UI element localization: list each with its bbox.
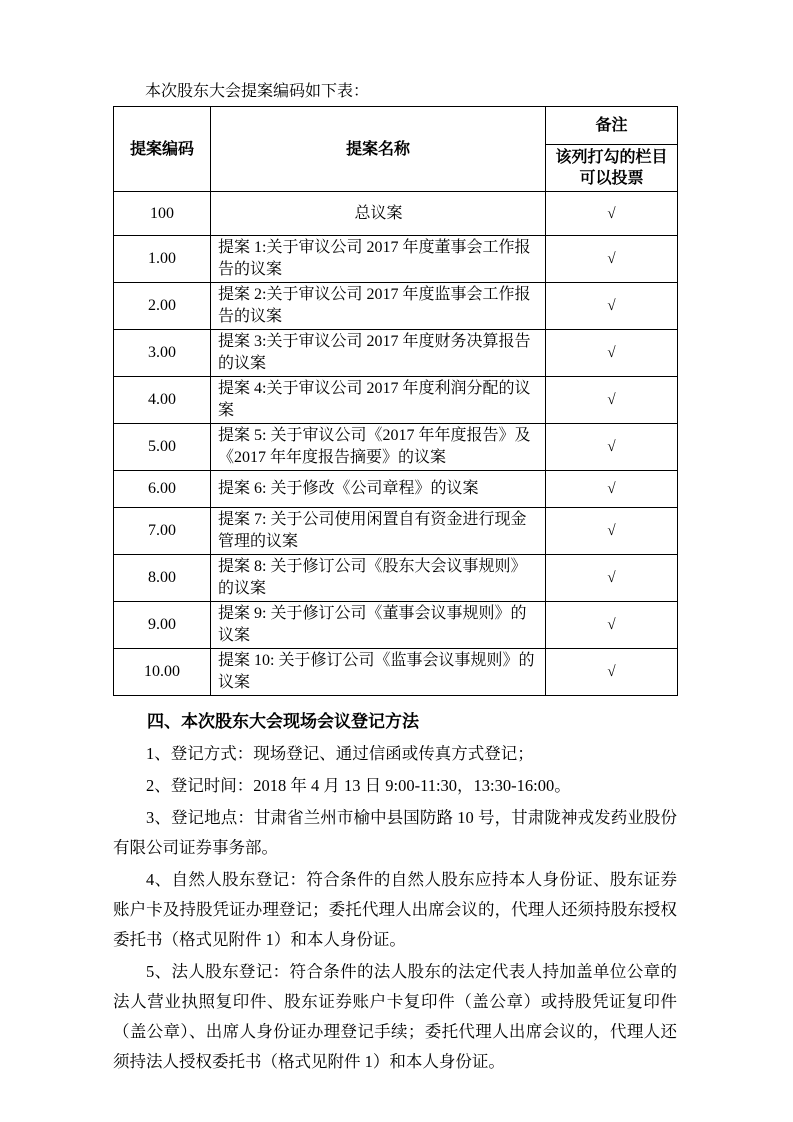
proposal-name-cell: 提案 9: 关于修订公司《董事会议事规则》的议案 (211, 602, 546, 649)
registration-place-paragraph: 3、登记地点：甘肃省兰州市榆中县国防路 10 号，甘肃陇神戎发药业股份有限公司证券事务部。 (113, 808, 677, 857)
table-row (114, 330, 678, 377)
section-heading: 四、本次股东大会现场会议登记方法 (147, 712, 419, 731)
table-row (114, 283, 678, 330)
vote-check-cell: √ (546, 508, 678, 555)
vote-check-cell: √ (546, 330, 678, 377)
header-proposal-name: 提案名称 (211, 107, 546, 192)
vote-check-cell: √ (546, 649, 678, 696)
table-row (114, 236, 678, 283)
proposal-code-cell: 1.00 (114, 236, 211, 283)
header-proposal-code: 提案编码 (114, 107, 211, 192)
vote-check-cell: √ (546, 424, 678, 471)
proposal-code-cell: 5.00 (114, 424, 211, 471)
vote-check-cell: √ (546, 377, 678, 424)
header-remark: 备注 (546, 107, 678, 145)
vote-check-cell: √ (546, 236, 678, 283)
table-row (114, 192, 678, 236)
natural-person-registration-paragraph: 4、自然人股东登记：符合条件的自然人股东应持本人身份证、股东证券账户卡及持股凭证办理登记；委托代理人出席会议的，代理人还须持股东授权委托书（格式见附件 1）和本人身份证。 (113, 870, 677, 949)
vote-check-cell: √ (546, 471, 678, 508)
table-row (114, 555, 678, 602)
vote-check-cell: √ (546, 192, 678, 236)
legal-person-registration-paragraph: 5、法人股东登记：符合条件的法人股东的法定代表人持加盖单位公章的法人营业执照复印件、股东证券账户卡复印件（盖公章）或持股凭证复印件（盖公章）、出席人身份证办理登记手续；委托代理人出席会议的，代理人还须持法人授权委托书（格式见附件 1）和本人身份证。 (113, 962, 677, 1071)
proposal-name-cell: 提案 8: 关于修订公司《股东大会议事规则》的议案 (211, 555, 546, 602)
table-row (114, 424, 678, 471)
table-row (114, 508, 678, 555)
proposal-name-cell: 提案 5: 关于审议公司《2017 年年度报告》及《2017 年年度报告摘要》的议案 (211, 424, 546, 471)
proposal-code-cell: 8.00 (114, 555, 211, 602)
proposal-code-cell: 4.00 (114, 377, 211, 424)
proposal-code-cell: 7.00 (114, 508, 211, 555)
proposal-code-cell: 100 (114, 192, 211, 236)
proposal-name-cell: 提案 3:关于审议公司 2017 年度财务决算报告的议案 (211, 330, 546, 377)
header-remark-note: 该列打勾的栏目可以投票 (546, 145, 678, 192)
table-row (114, 471, 678, 508)
table-row (114, 377, 678, 424)
proposal-name-cell: 总议案 (211, 192, 546, 236)
vote-check-cell: √ (546, 555, 678, 602)
proposal-code-cell: 6.00 (114, 471, 211, 508)
proposal-name-cell: 提案 4:关于审议公司 2017 年度利润分配的议案 (211, 377, 546, 424)
table-row (114, 602, 678, 649)
registration-time-paragraph: 2、登记时间：2018 年 4 月 13 日 9:00-11:30，13:30-16:00。 (146, 776, 571, 795)
proposal-code-cell: 2.00 (114, 283, 211, 330)
proposal-code-cell: 10.00 (114, 649, 211, 696)
proposal-name-cell: 提案 10: 关于修订公司《监事会议事规则》的议案 (211, 649, 546, 696)
vote-check-cell: √ (546, 602, 678, 649)
table-body (114, 192, 678, 696)
proposal-code-table (113, 106, 678, 696)
proposal-name-cell: 提案 6: 关于修改《公司章程》的议案 (211, 471, 546, 508)
proposal-code-cell: 3.00 (114, 330, 211, 377)
proposal-code-cell: 9.00 (114, 602, 211, 649)
proposal-name-cell: 提案 7: 关于公司使用闲置自有资金进行现金管理的议案 (211, 508, 546, 555)
table-row (114, 649, 678, 696)
table-header (114, 107, 678, 192)
intro-paragraph: 本次股东大会提案编码如下表： (145, 83, 370, 100)
vote-check-cell: √ (546, 283, 678, 330)
proposal-name-cell: 提案 1:关于审议公司 2017 年度董事会工作报告的议案 (211, 236, 546, 283)
registration-method-paragraph: 1、登记方式：现场登记、通过信函或传真方式登记； (146, 744, 534, 763)
proposal-name-cell: 提案 2:关于审议公司 2017 年度监事会工作报告的议案 (211, 283, 546, 330)
